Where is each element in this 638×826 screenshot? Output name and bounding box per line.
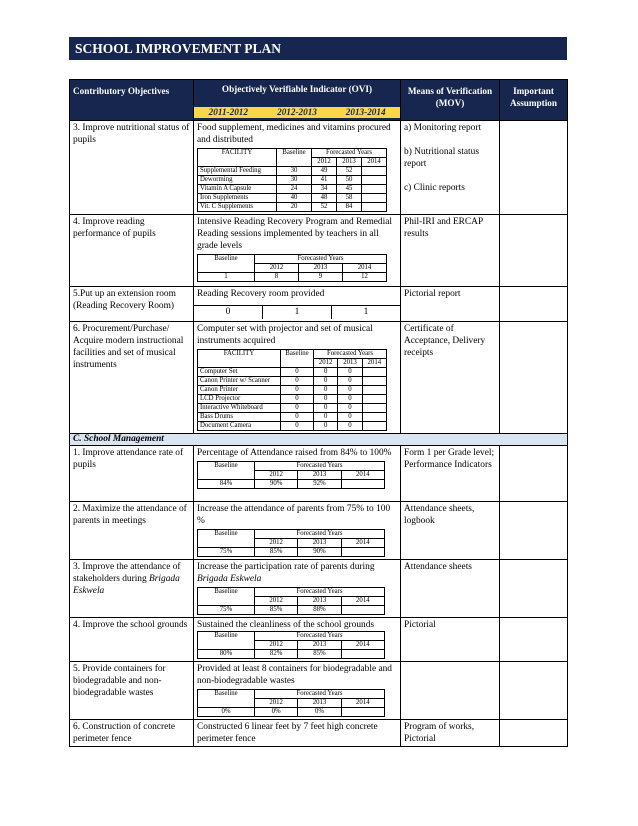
value-cell — [362, 386, 386, 395]
year-header: 2012 — [255, 641, 298, 650]
objective-cell: 6. Construction of concrete perimeter fence — [70, 720, 194, 747]
value-cell: 0 — [338, 395, 362, 404]
value-cell — [362, 413, 386, 422]
objective-cell: 1. Improve attendance rate of pupils — [70, 446, 194, 502]
facility-row — [198, 368, 387, 377]
value-cell: 52 — [337, 167, 362, 176]
value-cell: 84 — [337, 203, 362, 212]
indicator-text: Intensive Reading Recovery Program and Remedial Reading sessions implemented by teachers in all grade levels — [197, 217, 392, 251]
facility-name: Canon Printer — [198, 386, 281, 395]
mov-cell: Pictorial — [401, 618, 500, 662]
value-cell: 52 — [312, 203, 337, 212]
objective-cell: 5. Provide containers for biodegradable and non-biodegradable wastes — [70, 662, 194, 720]
value-cell: 92% — [298, 480, 341, 489]
table-row — [70, 322, 568, 434]
value-cell: 0 — [194, 306, 263, 319]
assumption-cell — [500, 502, 568, 560]
indicator-cell — [194, 215, 401, 287]
forecast-table — [197, 254, 387, 282]
facility-row — [198, 377, 387, 386]
objective-cell: 4. Improve the school grounds — [70, 618, 194, 662]
assumption-cell — [500, 121, 568, 215]
value-cell — [341, 650, 384, 659]
value-cell: 85% — [255, 548, 298, 557]
mov-cell — [401, 662, 500, 720]
facility-row — [198, 395, 387, 404]
table-row — [70, 560, 568, 618]
facility-name: Canon Printer w/ Scanner — [198, 377, 281, 386]
indicator-cell — [194, 446, 401, 502]
indicator-cell: Constructed 6 linear feet by 7 feet high concrete perimeter fence — [194, 720, 401, 747]
value-cell — [362, 203, 387, 212]
year-header: 2014 — [341, 539, 384, 548]
facility-name: Bass Drums — [198, 413, 281, 422]
indicator-cell — [194, 662, 401, 720]
table-row — [70, 662, 568, 720]
mov-cell: Certificate of Acceptance, Delivery receipts — [401, 322, 500, 434]
objective-cell — [70, 560, 194, 618]
value-cell: 90% — [255, 480, 298, 489]
facility-name: Document Camera — [198, 422, 281, 431]
year-header: 2013 — [298, 641, 341, 650]
header-mov: Means of Verification (MOV) — [401, 80, 500, 121]
facility-row — [198, 404, 387, 413]
value-cell: 0 — [314, 422, 338, 431]
year-header: 2014 — [362, 158, 387, 167]
value-cell: 30 — [277, 176, 312, 185]
table-row — [70, 121, 568, 215]
mov-text: a) Monitoring report — [404, 123, 482, 133]
year-header: 2013 — [298, 699, 341, 708]
value-cell: 50 — [337, 176, 362, 185]
facility-name: Computer Set — [198, 368, 281, 377]
value-cell: 0 — [281, 377, 314, 386]
value-cell: 0 — [314, 368, 338, 377]
year-header: 2012 — [312, 158, 337, 167]
year-header: 2012 — [255, 597, 298, 606]
value-cell: 88% — [298, 606, 341, 615]
facility-name: Vitamin A Capsule — [198, 185, 277, 194]
year-header: 2013 — [298, 471, 341, 480]
value-cell: 24 — [277, 185, 312, 194]
forecast-header: Forecasted Years — [312, 149, 387, 158]
value-cell — [362, 176, 387, 185]
section-header: C. School Management — [70, 434, 568, 446]
facility-name: Iron Supplements — [198, 194, 277, 203]
value-cell: 0 — [281, 395, 314, 404]
baseline-header: Baseline — [198, 255, 255, 273]
assumption-cell — [500, 322, 568, 434]
mov-cell: Pictorial report — [401, 287, 500, 322]
baseline-header: Baseline — [281, 350, 314, 368]
year-header: 2013 — [298, 597, 341, 606]
value-cell: 85% — [298, 650, 341, 659]
forecast-table — [197, 689, 385, 717]
year-header: 2014 — [362, 359, 386, 368]
forecast-table — [197, 631, 385, 659]
indicator-cell — [194, 618, 401, 662]
value-cell — [341, 708, 384, 717]
value-cell: 48 — [312, 194, 337, 203]
year-header: 2014 — [341, 597, 384, 606]
facility-row — [198, 194, 387, 203]
year-header: 2014 — [341, 699, 384, 708]
objective-text: 3. Improve the attendance of stakeholders during — [73, 562, 181, 584]
assumption-cell — [500, 287, 568, 322]
value-cell: 80% — [198, 650, 255, 659]
facility-row — [198, 167, 387, 176]
facility-rows — [198, 167, 387, 212]
value-cell: 0 — [314, 413, 338, 422]
facility-rows — [198, 368, 387, 431]
value-strip — [194, 305, 400, 319]
year-header: 2014 — [341, 641, 384, 650]
value-cell: 41 — [312, 176, 337, 185]
forecast-header: Forecasted Years — [255, 588, 385, 597]
value-cell: 0 — [281, 386, 314, 395]
indicator-text: Sustained the cleanliness of the school grounds — [197, 620, 375, 630]
indicator-text: Food supplement, medicines and vitamins procured and distributed — [197, 123, 391, 145]
year-header: 2014 — [341, 471, 384, 480]
forecast-header: Forecasted Years — [255, 462, 385, 471]
value-cell: 0% — [255, 708, 298, 717]
value-cell: 0 — [281, 368, 314, 377]
indicator-text-plain: Increase the participation rate of parents during — [197, 562, 375, 572]
year-header: 2013 — [298, 539, 341, 548]
value-cell: 0 — [338, 404, 362, 413]
forecast-header: Forecasted Years — [255, 690, 385, 699]
facility-row — [198, 422, 387, 431]
assumption-cell — [500, 446, 568, 502]
forecast-header: Forecasted Years — [255, 255, 387, 264]
year-header: 2014 — [343, 264, 387, 273]
value-cell: 0% — [298, 708, 341, 717]
value-cell — [362, 395, 386, 404]
indicator-text: Reading Recovery room provided — [197, 289, 325, 299]
indicator-cell — [194, 287, 401, 322]
mov-cell: Attendance sheets — [401, 560, 500, 618]
facility-name: Vit. C Supplements — [198, 203, 277, 212]
year-header: 2012 — [255, 264, 299, 273]
value-cell: 58 — [337, 194, 362, 203]
value-cell: 0 — [314, 377, 338, 386]
forecast-header: Forecasted Years — [255, 632, 385, 641]
facility-table — [197, 148, 387, 212]
table-row — [70, 446, 568, 502]
indicator-text — [197, 561, 397, 585]
facility-header: FACILITY — [198, 350, 281, 368]
value-cell — [341, 480, 384, 489]
value-cell: 0 — [338, 413, 362, 422]
header-assumption: Important Assumption — [500, 80, 568, 121]
value-cell — [362, 377, 386, 386]
value-cell — [362, 167, 387, 176]
year-header: 2012 — [255, 699, 298, 708]
value-cell — [362, 185, 387, 194]
indicator-cell — [194, 121, 401, 215]
header-year: 2012-2013 — [277, 107, 317, 117]
value-cell: 34 — [312, 185, 337, 194]
value-cell: 0 — [338, 368, 362, 377]
forecast-table — [197, 529, 385, 557]
value-cell: 0 — [281, 404, 314, 413]
value-cell — [341, 606, 384, 615]
value-cell: 0 — [314, 404, 338, 413]
value-cell: 82% — [255, 650, 298, 659]
value-cell: 20 — [277, 203, 312, 212]
objective-cell: 6. Procurement/Purchase/ Acquire modern instructional facilities and set of musical instruments — [70, 322, 194, 434]
header-years — [194, 107, 400, 118]
indicator-text: Increase the attendance of parents from 75% to 100 % — [197, 504, 391, 526]
mov-cell: Attendance sheets, logbook — [401, 502, 500, 560]
facility-row — [198, 185, 387, 194]
value-cell: 30 — [277, 167, 312, 176]
facility-row — [198, 413, 387, 422]
value-cell: 12 — [343, 273, 387, 282]
value-cell: 0% — [198, 708, 255, 717]
table-row — [70, 502, 568, 560]
table-row — [70, 720, 568, 747]
mov-cell — [401, 121, 500, 215]
header-ovi-label: Objectively Verifiable Indicator (OVI) — [221, 84, 373, 94]
facility-name: Interactive Whiteboard — [198, 404, 281, 413]
year-header: 2013 — [299, 264, 343, 273]
mov-text: b) Nutritional status report — [404, 147, 479, 169]
value-cell: 90% — [298, 548, 341, 557]
year-header: 2013 — [337, 158, 362, 167]
year-header: 2013 — [338, 359, 362, 368]
table-row — [70, 215, 568, 287]
indicator-cell — [194, 502, 401, 560]
header-objectives: Contributory Objectives — [70, 80, 194, 121]
header-ovi — [194, 80, 401, 121]
table-row — [70, 618, 568, 662]
value-cell: 75% — [198, 606, 255, 615]
indicator-text: Percentage of Attendance raised from 84% to 100% — [197, 448, 392, 458]
value-cell: 0 — [338, 377, 362, 386]
header-year: 2013-2014 — [345, 107, 386, 117]
year-header: 2012 — [255, 471, 298, 480]
value-cell: 1 — [263, 306, 332, 319]
plan-table — [69, 79, 568, 747]
baseline-header: Baseline — [198, 588, 255, 606]
value-cell: 0 — [314, 395, 338, 404]
value-cell: 0 — [281, 413, 314, 422]
value-cell: 85% — [255, 606, 298, 615]
facility-row — [198, 386, 387, 395]
objective-text-italic: Brigada Eskwela — [73, 574, 180, 596]
baseline-header: Baseline — [277, 149, 312, 167]
value-cell: 49 — [312, 167, 337, 176]
value-cell — [362, 422, 386, 431]
facility-table — [197, 349, 387, 431]
indicator-text: Computer set with projector and set of musical instruments acquired — [197, 324, 373, 346]
value-cell — [341, 548, 384, 557]
value-cell: 45 — [337, 185, 362, 194]
facility-name: LCD Projector — [198, 395, 281, 404]
value-cell — [362, 194, 387, 203]
table-row — [70, 287, 568, 322]
mov-cell: Form 1 per Grade level; Performance Indicators — [401, 446, 500, 502]
objective-cell: 4. Improve reading performance of pupils — [70, 215, 194, 287]
facility-header: FACILITY — [198, 149, 277, 167]
assumption-cell — [500, 662, 568, 720]
header-year: 2011-2012 — [208, 107, 248, 117]
value-cell: 1 — [198, 273, 255, 282]
mov-cell: Phil-IRI and ERCAP results — [401, 215, 500, 287]
indicator-text: Provided at least 8 containers for biodegradable and non-biodegradable wastes — [197, 664, 392, 686]
mov-text: c) Clinic reports — [404, 183, 465, 193]
objective-cell: 5.Put up an extension room (Reading Recovery Room) — [70, 287, 194, 322]
objective-cell: 2. Maximize the attendance of parents in meetings — [70, 502, 194, 560]
forecast-header: Forecasted Years — [314, 350, 387, 359]
value-cell: 9 — [299, 273, 343, 282]
indicator-text-italic: Brigada Eskwela — [197, 574, 262, 584]
forecast-header: Forecasted Years — [255, 530, 385, 539]
baseline-header: Baseline — [198, 632, 255, 650]
forecast-table — [197, 587, 385, 615]
value-cell: 75% — [198, 548, 255, 557]
year-header: 2012 — [314, 359, 338, 368]
value-cell: 1 — [363, 307, 369, 317]
baseline-header: Baseline — [198, 690, 255, 708]
value-cell: 0 — [338, 422, 362, 431]
objective-cell: 3. Improve nutritional status of pupils — [70, 121, 194, 215]
facility-name: Supplemental Feeding — [198, 167, 277, 176]
assumption-cell — [500, 560, 568, 618]
year-header: 2012 — [255, 539, 298, 548]
facility-row — [198, 203, 387, 212]
value-cell — [362, 404, 386, 413]
indicator-cell — [194, 322, 401, 434]
forecast-table — [197, 461, 385, 489]
value-cell: 40 — [277, 194, 312, 203]
indicator-cell — [194, 560, 401, 618]
assumption-cell — [500, 720, 568, 747]
mov-cell: Program of works, Pictorial — [401, 720, 500, 747]
value-cell: 8 — [255, 273, 299, 282]
assumption-cell — [500, 618, 568, 662]
value-cell: 0 — [314, 386, 338, 395]
facility-name: Deworming — [198, 176, 277, 185]
baseline-header: Baseline — [198, 530, 255, 548]
page-title: SCHOOL IMPROVEMENT PLAN — [69, 37, 567, 60]
baseline-header: Baseline — [198, 462, 255, 480]
facility-row — [198, 176, 387, 185]
assumption-cell — [500, 215, 568, 287]
value-cell: 84% — [198, 480, 255, 489]
value-cell: 0 — [281, 422, 314, 431]
value-cell: 0 — [338, 386, 362, 395]
value-cell — [362, 368, 386, 377]
